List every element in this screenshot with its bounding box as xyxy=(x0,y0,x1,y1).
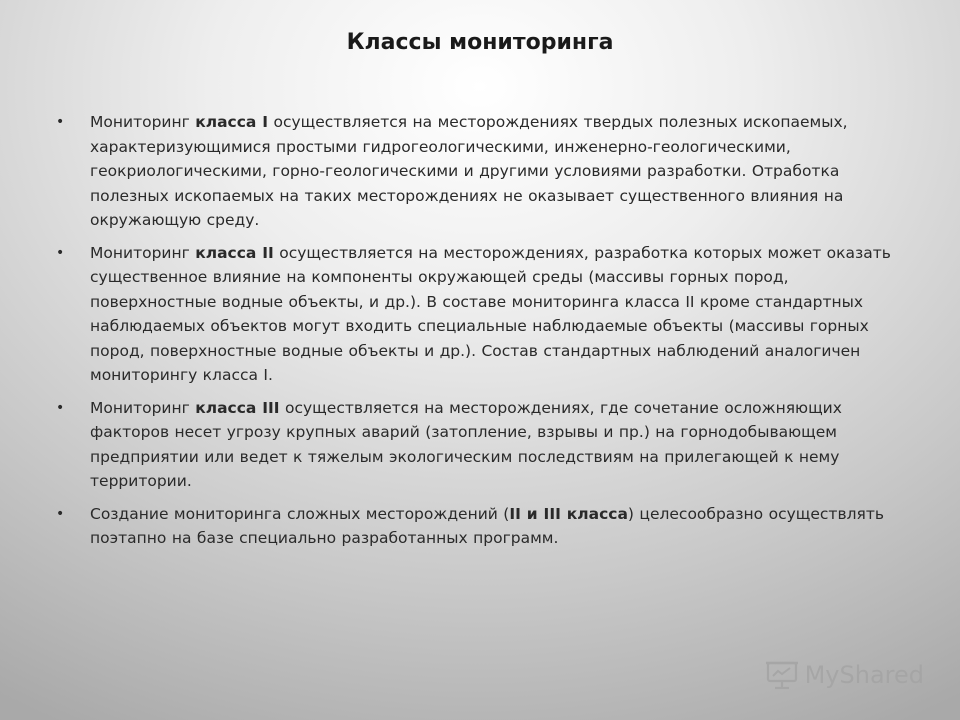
bullet-item xyxy=(56,396,906,494)
bullet-text-pre: Мониторинг xyxy=(90,398,196,417)
bullet-item xyxy=(56,502,906,551)
bullet-text-bold: класса I xyxy=(195,113,269,131)
bullet-dot: • xyxy=(56,399,65,416)
watermark-text: MyShared xyxy=(804,661,924,689)
bullet-dot: • xyxy=(56,114,65,130)
bullet-text-pre: Мониторинг xyxy=(90,113,196,131)
bullet-item xyxy=(56,110,906,233)
myshared-watermark xyxy=(765,660,924,690)
slide-title: Классы мониторинга xyxy=(346,30,614,55)
bullet-dot: • xyxy=(56,244,65,261)
bullet-text-pre: Мониторинг xyxy=(90,243,196,262)
bullet-dot: • xyxy=(56,505,65,522)
bullet-text-pre: Создание мониторинга сложных месторождений ( xyxy=(90,504,510,523)
bullet-text-post: осуществляется на месторождениях твердых полезных ископаемых, характеризующимися простыми гидрогеологическими, инженерно-геологическими, геокриологическими, горно-геологическими и другими условиями разработки. Отработка полезных ископаемых на таких месторождениях не оказывает существенного влияния на окружающую среду. xyxy=(90,113,848,229)
bullet-item xyxy=(56,241,906,388)
bullet-text-post: осуществляется на месторождениях, где сочетание осложняющих факторов несет угрозу крупных аварий (затопление, взрывы и пр.) на горнодобывающем предприятии или ведет к тяжелым экологическим последствиям на прилегающей к нему территории. xyxy=(90,398,842,490)
bullet-text-bold: II и III класса xyxy=(509,504,628,523)
bullet-text-bold: класса III xyxy=(195,398,280,417)
presentation-board-icon xyxy=(765,660,799,690)
bullet-text-post: ) целесообразно осуществлять поэтапно на базе специально разработанных программ. xyxy=(90,504,884,547)
bullet-list xyxy=(56,110,906,559)
bullet-text-bold: класса II xyxy=(195,243,274,262)
bullet-text-post: осуществляется на месторождениях, разработка которых может оказать существенное влияние на компоненты окружающей среды (массивы горных пород, поверхностные водные объекты, и др.). В составе мониторинга класса II кроме стандартных наблюдаемых объектов могут входить специальные наблюдаемые объекты (массивы горных пород, поверхностные водные объекты и др.). Состав стандартных наблюдений аналогичен мониторингу класса I. xyxy=(90,243,891,384)
